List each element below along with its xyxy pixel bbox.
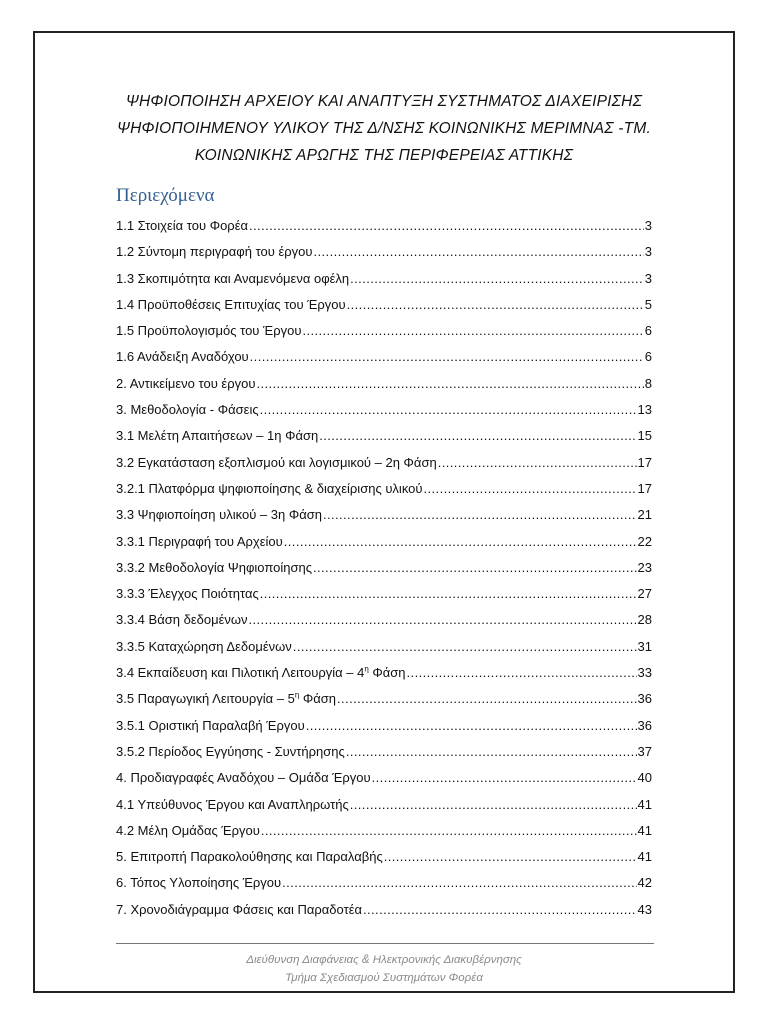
toc-entry-label[interactable]: 3.5.2 Περίοδος Εγγύησης - Συντήρησης <box>116 743 345 759</box>
toc-page-number: 5 <box>644 296 652 312</box>
toc-dot-leader <box>347 295 644 315</box>
toc-entry[interactable] <box>116 610 652 636</box>
toc-dot-leader <box>261 821 637 841</box>
toc-entry[interactable] <box>116 400 652 426</box>
title-line-2: ΨΗΦΙΟΠΟΙΗΜΕΝΟΥ ΥΛΙΚΟΥ ΤΗΣ Δ/ΝΣΗΣ ΚΟΙΝΩΝΙΚΗΣ ΜΕΡΙΜΝΑΣ -ΤΜ. <box>117 120 651 137</box>
toc-page-number: 13 <box>637 402 652 418</box>
toc-entry[interactable] <box>116 900 652 926</box>
toc-page-number: 41 <box>637 796 652 812</box>
toc-page-number: 43 <box>637 901 652 917</box>
toc-dot-leader <box>407 663 637 683</box>
toc-page-number: 23 <box>637 559 652 575</box>
title-line-1: ΨΗΦΙΟΠΟΙΗΣΗ ΑΡΧΕΙΟΥ ΚΑΙ ΑΝΑΠΤΥΞΗ ΣΥΣΤΗΜΑΤΟΣ ΔΙΑΧΕΙΡΙΣΗΣ <box>125 93 643 110</box>
footer-divider <box>116 943 654 944</box>
toc-dot-leader <box>250 347 644 367</box>
toc-dot-leader <box>249 216 644 236</box>
toc-page-number: 31 <box>637 638 652 654</box>
toc-entry[interactable] <box>116 795 652 821</box>
toc-dot-leader <box>282 873 636 893</box>
toc-entry-label[interactable]: 6. Τόπος Υλοποίησης Έργου <box>116 875 282 891</box>
toc-dot-leader <box>284 532 637 552</box>
toc-entry-label[interactable]: 3.2.1 Πλατφόρμα ψηφιοποίησης & διαχείρισης υλικού <box>116 480 423 496</box>
toc-entry[interactable] <box>116 374 652 400</box>
toc-entry[interactable] <box>116 689 652 715</box>
toc-dot-leader <box>256 374 643 394</box>
toc-entry[interactable] <box>116 637 652 663</box>
toc-entry-label[interactable]: 3.5 Παραγωγική Λειτουργία – $5^\eta$ Φάση <box>116 691 337 707</box>
toc-entry-label[interactable]: 3.3 Ψηφιοποίηση υλικού – 3η Φάση <box>116 507 322 523</box>
toc-page-number: 21 <box>637 507 652 523</box>
toc-entry[interactable] <box>116 347 652 373</box>
toc-entry[interactable] <box>116 873 652 899</box>
toc-entry-label[interactable]: 7. Χρονοδιάγραμμα Φάσεις και Παραδοτέα <box>116 901 363 917</box>
toc-page-number: 41 <box>637 822 652 838</box>
toc-page-number: 27 <box>637 586 652 602</box>
title-line-3: ΚΟΙΝΩΝΙΚΗΣ ΑΡΩΓΗΣ ΤΗΣ ΠΕΡΙΦΕΡΕΙΑΣ ΑΤΤΙΚΗΣ <box>194 147 574 164</box>
toc-dot-leader <box>260 584 637 604</box>
toc-dot-leader <box>384 847 637 867</box>
toc-page-number: 22 <box>637 533 652 549</box>
toc-entry-label[interactable]: 1.6 Ανάδειξη Αναδόχου <box>116 349 249 365</box>
toc-dot-leader <box>438 453 637 473</box>
toc-entry-label[interactable]: 3.4 Εκπαίδευση και Πιλοτική Λειτουργία – $4^\eta$ Φάση <box>116 664 406 681</box>
toc-page-number: 8 <box>644 375 652 391</box>
toc-dot-leader <box>337 689 637 709</box>
toc-page-number: 33 <box>637 665 652 681</box>
footer-line-2: Τμήμα Σχεδιασμού Συστημάτων Φορέα <box>285 972 483 984</box>
toc-page-number: 41 <box>637 849 652 865</box>
toc-dot-leader <box>363 900 637 920</box>
toc-entry[interactable] <box>116 532 652 558</box>
toc-dot-leader <box>323 505 637 525</box>
toc-page-number: 6 <box>644 349 652 365</box>
toc-entry[interactable] <box>116 847 652 873</box>
document-title <box>0 88 768 169</box>
toc-entry-label[interactable]: 3.3.3 Έλεγχος Ποιότητας <box>116 586 259 602</box>
toc-entry-label[interactable]: 2. Αντικείμενο του έργου <box>116 375 256 391</box>
toc-entry[interactable] <box>116 505 652 531</box>
toc-dot-leader <box>249 610 637 630</box>
toc-page-number: 3 <box>644 218 652 233</box>
toc-entry-label[interactable]: 3.2 Εγκατάσταση εξοπλισμού και λογισμικού – 2η Φάση <box>116 454 437 470</box>
footer-line-1: Διεύθυνση Διαφάνειας & Ηλεκτρονικής Διακυβέρνησης <box>246 954 522 966</box>
toc-page-number: 3 <box>644 244 652 260</box>
toc-entry[interactable] <box>116 716 652 742</box>
toc-entry-label[interactable]: 3.3.2 Μεθοδολογία Ψηφιοποίησης <box>116 559 312 575</box>
page-footer <box>0 951 768 987</box>
toc-entry-label[interactable]: 1.5 Προϋπολογισμός του Έργου <box>116 323 302 339</box>
toc-dot-leader <box>346 742 637 762</box>
toc-entry-label[interactable]: 4.2 Μέλη Ομάδας Έργου <box>116 822 260 838</box>
toc-dot-leader <box>424 479 637 499</box>
toc-entry[interactable] <box>116 453 652 479</box>
table-of-contents <box>116 216 652 926</box>
toc-entry[interactable] <box>116 584 652 610</box>
toc-page-number: 17 <box>637 454 652 470</box>
toc-entry-label[interactable]: 5. Επιτροπή Παρακολούθησης και Παραλαβής <box>116 849 383 865</box>
toc-entry[interactable] <box>116 558 652 584</box>
toc-entry-label[interactable]: 4.1 Υπεύθυνος Έργου και Αναπληρωτής <box>116 796 349 812</box>
toc-entry-label[interactable]: 4. Προδιαγραφές Αναδόχου – Ομάδα Έργου <box>116 770 371 786</box>
toc-page-number: 3 <box>644 270 652 286</box>
toc-page-number: 28 <box>637 612 652 628</box>
toc-dot-leader <box>372 768 637 788</box>
toc-entry-label[interactable]: 3.3.4 Βάση δεδομένων <box>116 612 248 628</box>
toc-entry[interactable] <box>116 295 652 321</box>
toc-page-number: 36 <box>637 691 652 707</box>
toc-entry-label[interactable]: 3.3.1 Περιγραφή του Αρχείου <box>116 533 283 549</box>
toc-entry-label[interactable]: 3.1 Μελέτη Απαιτήσεων – 1η Φάση <box>116 428 319 444</box>
toc-page-number: 42 <box>637 875 652 891</box>
toc-page-number: 36 <box>637 717 652 733</box>
toc-dot-leader <box>293 637 637 657</box>
toc-heading: Περιεχόμενα <box>116 185 215 206</box>
toc-entry[interactable] <box>116 269 652 295</box>
toc-entry[interactable] <box>116 426 652 452</box>
toc-page-number: 15 <box>637 428 652 444</box>
toc-entry[interactable] <box>116 479 652 505</box>
toc-entry[interactable] <box>116 242 652 268</box>
toc-dot-leader <box>319 426 636 446</box>
toc-entry[interactable] <box>116 663 652 689</box>
toc-dot-leader <box>302 321 643 341</box>
toc-dot-leader <box>260 400 637 420</box>
toc-dot-leader <box>306 716 637 736</box>
toc-entry[interactable] <box>116 742 652 768</box>
toc-dot-leader <box>350 269 644 289</box>
toc-dot-leader <box>350 795 637 815</box>
toc-page-number: 37 <box>637 743 652 759</box>
toc-entry-label[interactable]: 1.4 Προϋποθέσεις Επιτυχίας του Έργου <box>116 296 346 312</box>
toc-entry-label[interactable]: 3.5.1 Οριστική Παραλαβή Έργου <box>116 717 305 733</box>
toc-entry-label[interactable]: 1.3 Σκοπιμότητα και Αναμενόμενα οφέλη <box>116 270 350 286</box>
toc-entry[interactable] <box>116 821 652 847</box>
toc-entry[interactable] <box>116 321 652 347</box>
toc-entry[interactable] <box>116 768 652 794</box>
toc-dot-leader <box>313 558 637 578</box>
toc-entry-label[interactable]: 1.2 Σύντομη περιγραφή του έργου <box>116 244 313 260</box>
toc-entry-label[interactable]: 3.3.5 Καταχώρηση Δεδομένων <box>116 638 292 654</box>
toc-dot-leader <box>314 242 644 262</box>
toc-page-number: 17 <box>637 480 652 496</box>
toc-page-number: 40 <box>637 770 652 786</box>
toc-entry[interactable] <box>116 216 652 242</box>
toc-entry-label[interactable]: 1.1 Στοιχεία του Φορέα <box>116 218 249 233</box>
toc-page-number: 6 <box>644 323 652 339</box>
toc-entry-label[interactable]: 3. Μεθοδολογία - Φάσεις <box>116 402 259 418</box>
